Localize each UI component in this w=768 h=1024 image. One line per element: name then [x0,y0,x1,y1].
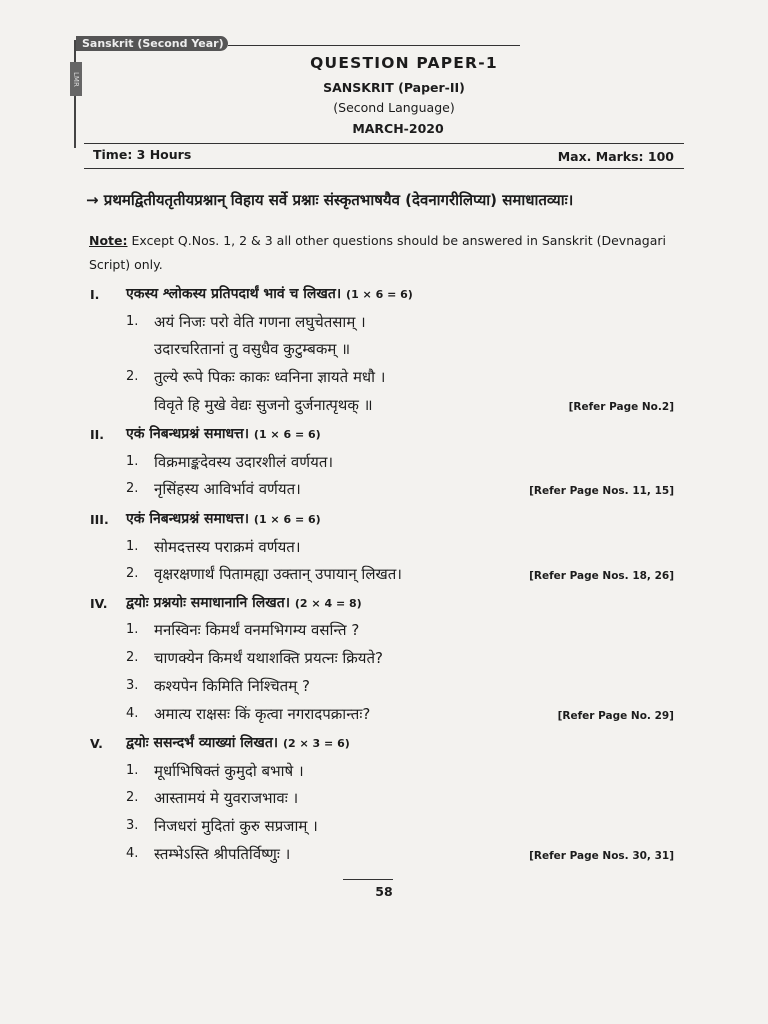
item-text: अयं निजः परो वेति गणना लघुचेतसाम् । [154,313,366,331]
item-text: निजधरां मुदितां कुरु सप्रजाम् । [154,817,318,835]
section-title [126,509,321,528]
item-number: 4. [126,706,139,721]
question-item [0,761,768,787]
section-marks: (1 × 6 = 6) [253,513,321,526]
item-text: मनस्विनः किमर्थं वनमभिगम्य वसन्ति ? [154,621,360,639]
item-text: नृसिंहस्य आविर्भावं वर्णयत। [154,480,301,498]
item-number: 2. [126,566,139,581]
item-text: विवृते हि मुखे वेद्यः सुजनो दुर्जनात्पृथक् ॥ [154,396,373,414]
section-number: II. [90,427,105,442]
page-reference: [Refer Page Nos. 30, 31] [529,850,674,862]
section-title [126,424,321,443]
page-reference: [Refer Page No.2] [568,401,674,413]
paper-subject: SANSKRIT (Paper-II) [323,80,465,95]
item-text: मूर्धाभिषिक्तं कुमुदो बभाषे । [154,762,304,780]
question-item [0,564,768,590]
paper-language: (Second Language) [333,100,455,115]
item-text: तुल्ये रूपे पिकः काकः ध्वनिना ज्ञायते मधौ । [154,368,386,386]
question-item [0,620,768,646]
item-text: अमात्य राक्षसः किं कृत्वा नगरादपक्रान्तः? [154,705,371,723]
section-title [126,593,362,612]
item-text: विक्रमाङ्कदेवस्य उदारशीलं वर्णयत। [154,453,334,471]
item-number: 2. [126,481,139,496]
section-heading [0,593,768,619]
page-reference: [Refer Page Nos. 18, 26] [529,570,674,582]
section-title [126,733,350,752]
item-text: वृक्षरक्षणार्थं पितामह्या उक्तान् उपायान् लिखत। [154,565,402,583]
header-rule-top [84,143,684,144]
item-number: 4. [126,846,139,861]
page-reference: [Refer Page No. 29] [557,710,674,722]
header-rule-bottom [84,168,684,169]
item-text: कश्यपेन किमिति निश्चितम् ? [154,677,310,695]
item-number: 1. [126,763,139,778]
side-badge: LMR [70,62,82,96]
section-title-text: द्वयोः ससन्दर्भं व्याख्यां लिखत। [126,735,279,751]
top-rule [228,45,520,46]
section-number: IV. [90,596,108,611]
section-marks: (1 × 6 = 6) [346,288,413,301]
section-number: III. [90,512,109,527]
item-number: 2. [126,650,139,665]
item-text: चाणक्येन किमर्थं यथाशक्ति प्रयत्नः क्रियते? [154,649,383,667]
question-item [0,452,768,478]
item-number: 1. [126,454,139,469]
item-number: 3. [126,818,139,833]
note-text: Except Q.Nos. 1, 2 & 3 all other questions should be answered in Sanskrit (Devnagari Script) only. [89,233,666,272]
page-reference: [Refer Page Nos. 11, 15] [529,485,674,497]
question-item [0,788,768,814]
item-number: 2. [126,790,139,805]
question-item [0,367,768,393]
section-number: I. [90,287,100,302]
section-title-text: एकं निबन्धप्रश्नं समाधत्त। [126,511,250,527]
section-title-text: द्वयोः प्रश्नयोः समाधानानि लिखत। [126,595,291,611]
paper-date: MARCH-2020 [352,121,444,136]
question-item [0,339,768,365]
item-text: स्तम्भेऽस्ति श्रीपतिर्विष्णुः । [154,845,291,863]
question-item [0,395,768,421]
max-marks-label: Max. Marks: 100 [557,149,674,164]
question-item [0,676,768,702]
question-item [0,648,768,674]
question-item [0,816,768,842]
page-number-rule [343,879,393,880]
time-label: Time: 3 Hours [93,147,192,162]
note-block [89,229,689,277]
item-number: 1. [126,314,139,329]
note-label: Note: [89,233,128,248]
item-text: उदारचरितानां तु वसुधैव कुटुम्बकम् ॥ [154,340,351,358]
general-instruction: → प्रथमद्वितीयतृतीयप्रश्नान् विहाय सर्वे प्रश्नाः संस्कृतभाषयैव (देवनागरीलिप्या) समाधातव्याः। [86,191,574,209]
section-title-text: एकं निबन्धप्रश्नं समाधत्त। [126,426,250,442]
section-number: V. [90,736,103,751]
section-heading [0,284,768,310]
question-item [0,312,768,338]
question-item [0,704,768,730]
book-tag: Sanskrit (Second Year) [76,36,228,51]
section-heading [0,509,768,535]
section-title [126,284,413,303]
question-item [0,479,768,505]
item-number: 1. [126,539,139,554]
item-number: 3. [126,678,139,693]
page-number: 58 [375,884,393,899]
item-number: 2. [126,369,139,384]
question-item [0,537,768,563]
section-title-text: एकस्य श्लोकस्य प्रतिपदार्थं भावं च लिखत। [126,286,342,302]
section-heading [0,424,768,450]
section-marks: (2 × 4 = 8) [294,597,362,610]
section-heading [0,733,768,759]
section-marks: (1 × 6 = 6) [253,428,321,441]
question-item [0,844,768,870]
item-text: सोमदत्तस्य पराक्रमं वर्णयत। [154,538,301,556]
section-marks: (2 × 3 = 6) [282,737,350,750]
paper-title: QUESTION PAPER-1 [310,54,498,72]
item-number: 1. [126,622,139,637]
item-text: आस्तामयं मे युवराजभावः । [154,789,299,807]
